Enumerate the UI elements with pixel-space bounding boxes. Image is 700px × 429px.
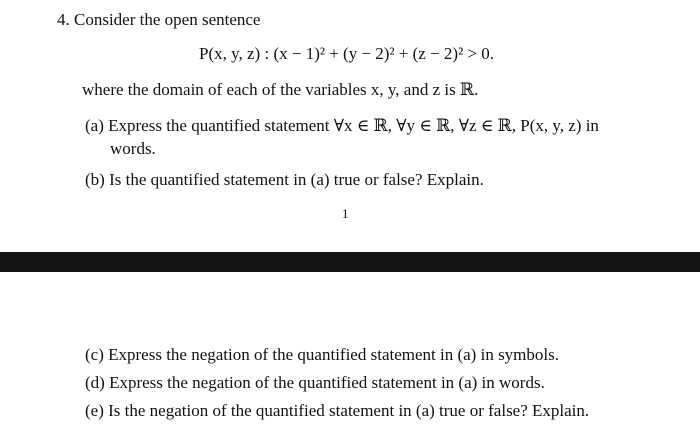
part-a-continuation: words. bbox=[110, 139, 156, 158]
part-d-text: Express the negation of the quantified statement in (a) in words. bbox=[109, 373, 545, 392]
problem-intro: Consider the open sentence bbox=[74, 10, 261, 29]
part-a-text: Express the quantified statement ∀x ∈ ℝ, ∀y ∈ ℝ, ∀z ∈ ℝ, P(x, y, z) in bbox=[108, 116, 599, 135]
part-e-label: (e) bbox=[85, 401, 104, 420]
part-b-text: Is the quantified statement in (a) true or false? Explain. bbox=[109, 170, 484, 189]
part-d bbox=[85, 373, 545, 393]
page-number: 1 bbox=[342, 206, 349, 221]
problem-header bbox=[57, 10, 260, 30]
part-c bbox=[85, 345, 559, 365]
predicate-formula: P(x, y, z) : (x − 1)² + (y − 2)² + (z − 2)² > 0. bbox=[199, 44, 495, 63]
problem-number: 4. bbox=[57, 10, 70, 29]
part-e bbox=[85, 401, 589, 421]
part-d-label: (d) bbox=[85, 373, 105, 392]
part-b bbox=[85, 170, 484, 190]
part-c-text: Express the negation of the quantified statement in (a) in symbols. bbox=[108, 345, 559, 364]
page-break-bar bbox=[0, 252, 700, 272]
domain-statement: where the domain of each of the variables x, y, and z is ℝ. bbox=[82, 80, 479, 99]
part-a-label: (a) bbox=[85, 116, 104, 135]
part-b-label: (b) bbox=[85, 170, 105, 189]
part-e-text: Is the negation of the quantified statement in (a) true or false? Explain. bbox=[108, 401, 590, 420]
part-c-label: (c) bbox=[85, 345, 104, 364]
part-a bbox=[85, 116, 599, 136]
